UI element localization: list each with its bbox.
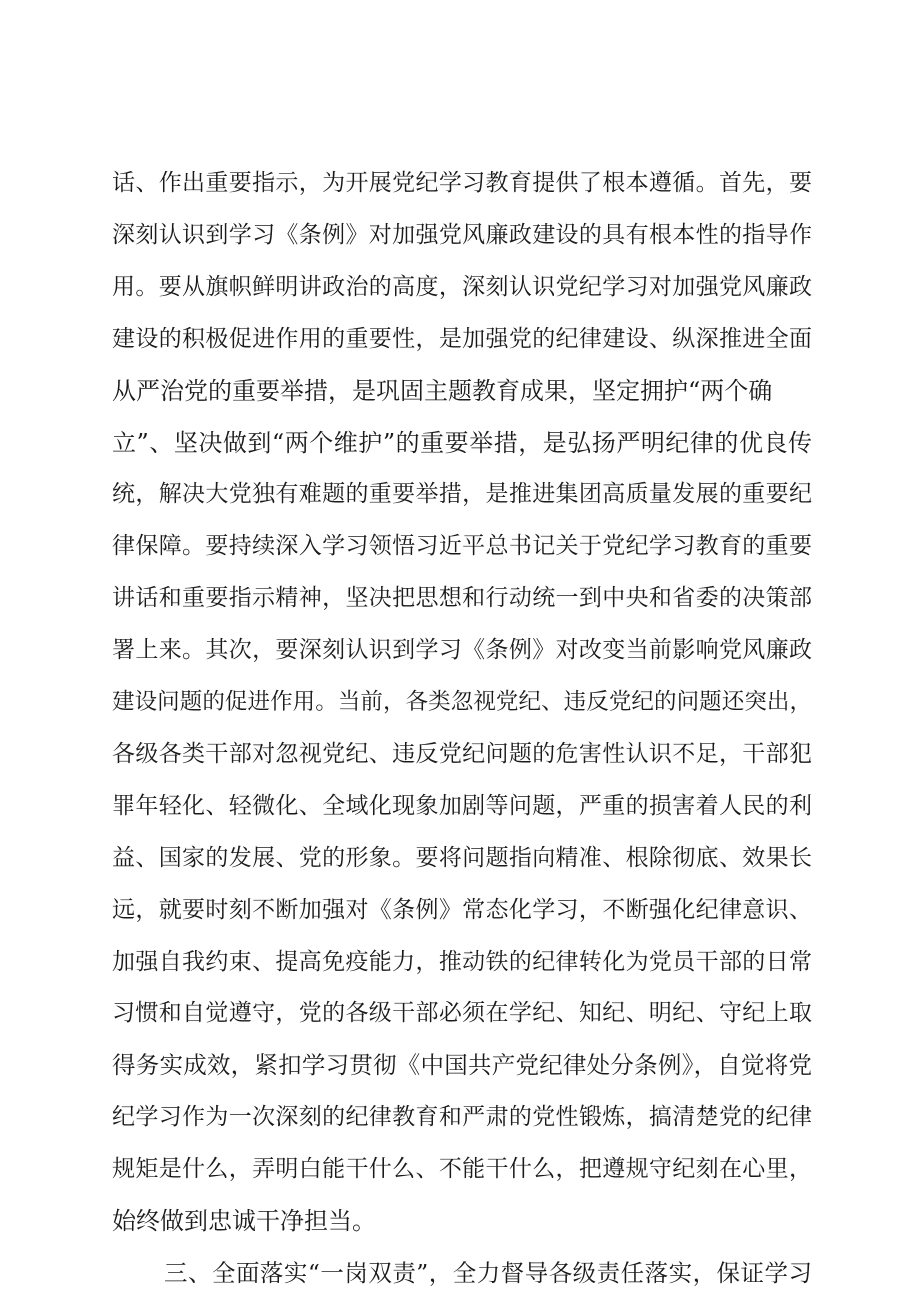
body-line: 各级各类干部对忽视党纪、违反党纪问题的危害性认识不足，干部犯 bbox=[112, 740, 812, 767]
body-line: 规矩是什么，弄明白能干什么、不能干什么，把遵规守纪刻在心里， bbox=[112, 1156, 812, 1183]
body-line: 署上来。其次，要深刻认识到学习《条例》对改变当前影响党风廉政 bbox=[112, 637, 812, 664]
body-line: 加强自我约束、提高免疫能力，推动铁的纪律转化为党员干部的日常 bbox=[112, 948, 812, 975]
body-line: 纪学习作为一次深刻的纪律教育和严肃的党性锻炼，搞清楚党的纪律 bbox=[112, 1104, 812, 1131]
body-line: 建设的积极促进作用的重要性，是加强党的纪律建设、纵深推进全面 bbox=[112, 325, 812, 352]
body-line: 始终做到忠诚干净担当。 bbox=[112, 1207, 376, 1235]
body-line: 立”、坚决做到“两个维护”的重要举措，是弘扬严明纪律的优良传 bbox=[112, 428, 812, 457]
body-line: 话、作出重要指示，为开展党纪学习教育提供了根本遵循。首先，要 bbox=[112, 170, 812, 196]
body-line: 深刻认识到学习《条例》对加强党风廉政建设的具有根本性的指导作 bbox=[112, 221, 812, 248]
body-line: 益、国家的发展、党的形象。要将问题指向精准、根除彻底、效果长 bbox=[112, 844, 812, 871]
body-line: 习惯和自觉遵守，党的各级干部必须在学纪、知纪、明纪、守纪上取 bbox=[112, 1000, 812, 1027]
body-line: 远，就要时刻不断加强对《条例》常态化学习，不断强化纪律意识、 bbox=[112, 896, 812, 923]
body-line: 律保障。要持续深入学习领悟习近平总书记关于党纪学习教育的重要 bbox=[112, 533, 812, 560]
body-line: 从严治党的重要举措，是巩固主题教育成果，坚定拥护“两个确 bbox=[112, 376, 773, 405]
body-line: 讲话和重要指示精神，坚决把思想和行动统一到中央和省委的决策部 bbox=[112, 585, 812, 612]
body-line: 罪年轻化、轻微化、全域化现象加剧等问题，严重的损害着人民的利 bbox=[112, 792, 812, 819]
section-heading: 三、全面落实“一岗双责”，全力督导各级责任落实，保证学习 bbox=[164, 1258, 812, 1287]
body-line: 建设问题的促进作用。当前，各类忽视党纪、违反党纪的问题还突出， bbox=[112, 689, 812, 715]
body-line: 统，解决大党独有难题的重要举措，是推进集团高质量发展的重要纪 bbox=[112, 481, 812, 508]
body-line: 得务实成效，紧扣学习贯彻《中国共产党纪律处分条例》，自觉将党 bbox=[112, 1051, 812, 1080]
body-line: 用。要从旗帜鲜明讲政治的高度，深刻认识党纪学习对加强党风廉政 bbox=[112, 273, 812, 300]
